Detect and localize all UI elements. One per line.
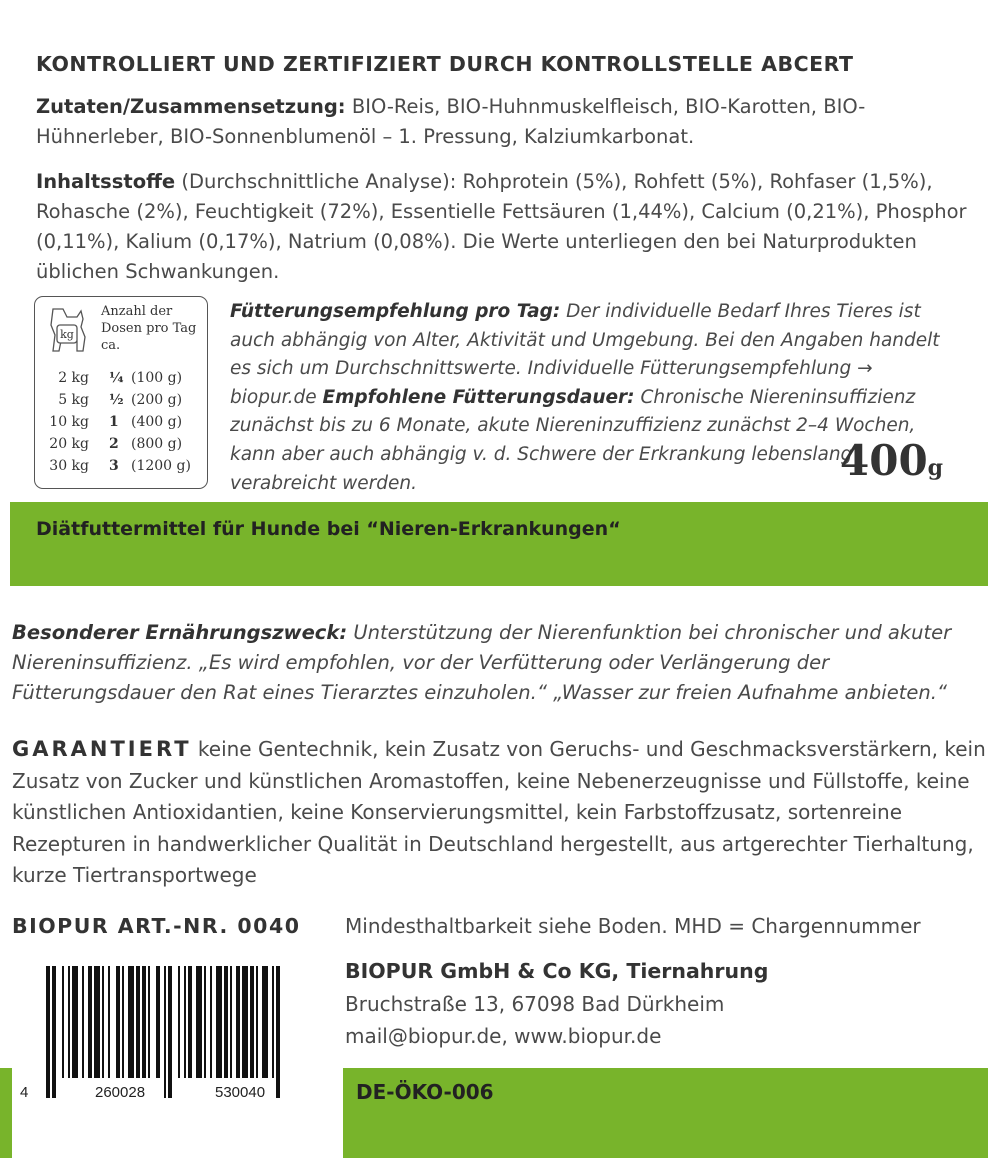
row-grams: (800 g) <box>131 436 183 452</box>
barcode-bar-13 <box>136 966 140 1078</box>
barcode-bar-29 <box>242 966 248 1078</box>
net-weight-unit: g <box>927 455 944 481</box>
ingredients-label: Zutaten/Zusammensetzung: <box>36 95 346 118</box>
feeding-table-row <box>43 411 203 433</box>
barcode-bar-11 <box>122 966 124 1078</box>
barcode-bar-15 <box>148 966 150 1078</box>
barcode-bar-16 <box>156 966 160 1078</box>
company-contact: mail@biopur.de, www.biopur.de <box>345 1024 662 1048</box>
analysis-note: Die Werte unterliegen den bei Naturprodukten üblichen Schwankungen. <box>36 230 917 283</box>
barcode-bar-9 <box>108 966 110 1078</box>
row-cans: 2 <box>109 436 119 452</box>
article-number: BIOPUR ART.-NR. 0040 <box>12 914 301 938</box>
organic-code: DE-ÖKO-006 <box>356 1080 494 1104</box>
feeding-duration-label: Empfohlene Fütterungsdauer: <box>322 386 635 408</box>
row-cans: ¼ <box>109 370 124 386</box>
row-weight: 30 kg <box>49 458 89 474</box>
row-weight: 10 kg <box>49 414 89 430</box>
barcode-bar-10 <box>116 966 120 1078</box>
row-grams: (1200 g) <box>131 458 191 474</box>
barcode-bar-20 <box>184 966 186 1078</box>
barcode-bar-18 <box>168 966 172 1098</box>
row-weight: 2 kg <box>58 370 89 386</box>
barcode-bar-28 <box>236 966 240 1078</box>
feeding-label: Fütterungsempfehlung pro Tag: <box>230 301 561 322</box>
barcode-bar-33 <box>272 966 274 1078</box>
barcode-bar-22 <box>196 966 202 1078</box>
guarantee-paragraph <box>12 734 997 892</box>
barcode-bars <box>46 966 306 1098</box>
company-address: Bruchstraße 13, 67098 Bad Dürkheim <box>345 992 725 1016</box>
green-corner-left <box>0 1068 12 1158</box>
purpose-label: Besonderer Ernährungszweck: <box>12 621 348 644</box>
row-weight: 20 kg <box>49 436 89 452</box>
net-weight <box>840 436 943 485</box>
barcode-bar-3 <box>68 966 70 1078</box>
product-band <box>10 502 988 586</box>
row-cans: 3 <box>109 458 119 474</box>
best-before-note: Mindesthaltbarkeit siehe Boden. MHD = Chargennummer <box>345 914 921 938</box>
barcode-bar-7 <box>94 966 100 1078</box>
product-line-title: Diätfuttermittel für Hunde bei “Nieren-Erkrankungen“ <box>36 518 621 540</box>
barcode-bar-4 <box>72 966 78 1078</box>
analysis-text: (Durchschnittliche Analyse): Rohprotein (5%), Rohfett (5%), Rohfaser (1,5%), Rohasche (2%), Feuchtigkeit (72%), Essentielle Fettsäuren (1,44%), Calcium (0,21%), Phosphor (0,11%), Kalium (0,17%), Natrium (0,08%). <box>36 170 967 253</box>
barcode-digits-left: 260028 <box>95 1084 146 1101</box>
row-grams: (400 g) <box>131 414 183 430</box>
barcode-bar-1 <box>52 966 56 1098</box>
barcode-bar-5 <box>82 966 84 1078</box>
analysis-label: Inhaltsstoffe <box>36 170 176 193</box>
barcode-bar-30 <box>250 966 254 1078</box>
analysis-paragraph <box>36 167 981 287</box>
barcode-bar-17 <box>164 966 166 1098</box>
feeding-table-row <box>43 455 203 477</box>
row-cans: ½ <box>109 392 124 408</box>
barcode-bar-2 <box>62 966 64 1078</box>
feeding-text: Der individuelle Bedarf Ihres Tieres ist auch abhängig von Alter, Aktivität und Umgebung. Bei den Angaben handelt es sich um Durchschnittswerte. Individuelle Fütterungsempfehlung → biopur.de <box>230 301 940 408</box>
purpose-paragraph <box>12 618 992 708</box>
net-weight-value: 400 <box>840 436 928 485</box>
icon-kg-label: kg <box>60 328 74 341</box>
barcode-bar-14 <box>142 966 146 1078</box>
dog-scale-icon <box>49 307 93 353</box>
barcode-bar-32 <box>262 966 268 1078</box>
company-name: BIOPUR GmbH & Co KG, Tiernahrung <box>345 959 769 983</box>
feeding-table <box>34 296 208 489</box>
barcode-bar-24 <box>210 966 212 1078</box>
barcode-bar-31 <box>256 966 258 1078</box>
barcode-bar-21 <box>188 966 192 1078</box>
barcode-bar-25 <box>216 966 222 1078</box>
barcode-bar-8 <box>102 966 104 1078</box>
barcode-digit-lead: 4 <box>20 1084 29 1101</box>
barcode-bar-26 <box>224 966 228 1078</box>
barcode-bar-12 <box>128 966 134 1078</box>
feeding-duration-text: Chronische Niereninsuffizienz zunächst bis zu 6 Monate, akute Niereninzuffizienz zunächst 2–4 Wochen, kann aber auch abhängig v. d. Schwere der Erkrankung lebenslang verabreicht werden. <box>230 386 916 494</box>
feeding-table-rows <box>43 367 203 477</box>
feeding-table-row <box>43 389 203 411</box>
purpose-text: Unterstützung der Nierenfunktion bei chronischer und akuter Niereninsuffizienz. „Es wird empfohlen, vor der Verfütterung oder Verlängerung der Fütterungsdauer den Rat eines Tierarztes einzuholen.“ „Wasser zur freien Aufnahme anbieten.“ <box>12 621 952 704</box>
ingredients-text: BIO-Reis, BIO-Huhnmuskelfleisch, BIO-Karotten, BIO-Hühnerleber, BIO-Sonnenblumenöl – 1. Pressung, Kalziumkarbonat. <box>36 95 866 148</box>
row-weight: 5 kg <box>58 392 89 408</box>
barcode-bar-6 <box>88 966 92 1078</box>
barcode-bar-27 <box>230 966 232 1078</box>
feeding-table-row <box>43 367 203 389</box>
barcode <box>12 958 332 1108</box>
row-cans: 1 <box>109 414 119 430</box>
feeding-table-row <box>43 433 203 455</box>
row-grams: (200 g) <box>131 392 183 408</box>
guarantee-keyword: GARANTIERT <box>12 737 192 761</box>
barcode-bar-34 <box>276 966 280 1098</box>
row-grams: (100 g) <box>131 370 183 386</box>
feeding-table-header: Anzahl der Dosen pro Tag ca. <box>101 304 197 353</box>
barcode-bar-0 <box>46 966 50 1098</box>
barcode-bar-19 <box>178 966 180 1078</box>
barcode-digits-right: 530040 <box>215 1084 266 1101</box>
ingredients-paragraph <box>36 92 976 152</box>
guarantee-text: keine Gentechnik, kein Zusatz von Geruchs- und Geschmacksverstärkern, kein Zusatz von Zucker und künstlichen Aromastoffen, keine Nebenerzeugnisse und Füllstoffe, keine künstlichen Antioxidantien, keine Konservierungsmittel, kein Farbstoffzusatz, sortenreine Rezepturen in handwerklicher Qualität in Deutschland hergestellt, aus artgerechter Tierhaltung, kurze Tiertransportwege <box>12 737 986 887</box>
certification-heading: KONTROLLIERT UND ZERTIFIZIERT DURCH KONTROLLSTELLE ABCERT <box>36 52 854 76</box>
barcode-bar-23 <box>204 966 206 1078</box>
